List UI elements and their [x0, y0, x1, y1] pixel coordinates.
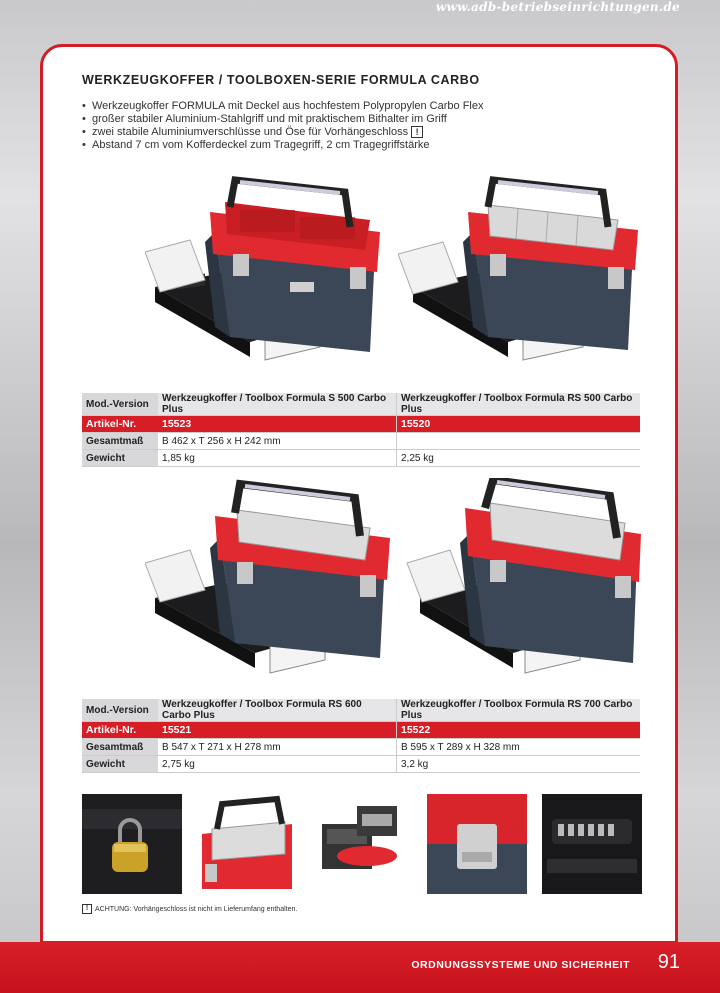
dimension-label: Gesamtmaß: [82, 433, 158, 450]
dimension-label: Gesamtmaß: [82, 739, 158, 756]
feature-text: zwei stabile Aluminiumverschlüsse und Öse für Vorhängeschloss: [92, 126, 409, 138]
article-number: 15520: [397, 416, 641, 433]
detail-thumb-lid: [197, 794, 297, 894]
dimension-value: B 462 x T 256 x H 242 mm: [158, 433, 397, 450]
warning-icon: !: [82, 904, 92, 914]
feature-item: [82, 126, 483, 139]
detail-thumb-trays: [312, 794, 412, 894]
article-label: Artikel-Nr.: [82, 722, 158, 739]
model-label: Mod.-Version: [82, 699, 158, 722]
dimension-value: [397, 433, 641, 450]
weight-value: 2,25 kg: [397, 450, 641, 467]
feature-item: • Werkzeugkoffer FORMULA mit Deckel aus hochfestem Polypropylen Carbo Flex: [82, 100, 483, 113]
product-image-rs600: [145, 478, 395, 698]
spec-table-2: [82, 699, 640, 773]
weight-value: 1,85 kg: [158, 450, 397, 467]
weight-value: 3,2 kg: [397, 756, 641, 773]
model-label: Mod.-Version: [82, 393, 158, 416]
feature-item: • Abstand 7 cm vom Kofferdeckel zum Tragegriff, 2 cm Tragegriffstärke: [82, 139, 483, 152]
footer-section-title: ORDNUNGSSYSTEME UND SICHERHEIT: [411, 959, 630, 971]
feature-item: • großer stabiler Aluminium-Stahlgriff und mit praktischem Bithalter im Griff: [82, 113, 483, 126]
spec-table-1: [82, 393, 640, 467]
product-image-rs700: [405, 478, 645, 698]
footnote-text: ACHTUNG: Vorhängeschloss ist nicht im Lieferumfang enthalten.: [95, 905, 298, 913]
section-title: WERKZEUGKOFFER / TOOLBOXEN-SERIE FORMULA CARBO: [82, 73, 480, 87]
model-cell: Werkzeugkoffer / Toolbox Formula RS 700 Carbo Plus: [397, 699, 641, 722]
product-image-rs500: [398, 172, 643, 392]
article-number: 15522: [397, 722, 641, 739]
website-url[interactable]: www.adb-betriebseinrichtungen.de: [435, 0, 680, 14]
detail-thumb-bit-holder: [542, 794, 642, 894]
article-number: 15521: [158, 722, 397, 739]
article-number: 15523: [158, 416, 397, 433]
model-cell: Werkzeugkoffer / Toolbox Formula RS 600 Carbo Plus: [158, 699, 397, 722]
detail-thumbnails: [82, 794, 640, 894]
article-label: Artikel-Nr.: [82, 416, 158, 433]
detail-thumb-latch: [427, 794, 527, 894]
dimension-value: B 547 x T 271 x H 278 mm: [158, 739, 397, 756]
model-cell: Werkzeugkoffer / Toolbox Formula S 500 Carbo Plus: [158, 393, 397, 416]
model-cell: Werkzeugkoffer / Toolbox Formula RS 500 Carbo Plus: [397, 393, 641, 416]
weight-label: Gewicht: [82, 450, 158, 467]
footnote: [82, 904, 297, 914]
padlock-icon: [82, 794, 182, 894]
page-number: 91: [657, 951, 680, 973]
dimension-value: B 595 x T 289 x H 328 mm: [397, 739, 641, 756]
weight-value: 2,75 kg: [158, 756, 397, 773]
warning-icon: !: [411, 126, 423, 138]
product-image-s500: [145, 172, 390, 392]
weight-label: Gewicht: [82, 756, 158, 773]
feature-list: [82, 100, 483, 152]
